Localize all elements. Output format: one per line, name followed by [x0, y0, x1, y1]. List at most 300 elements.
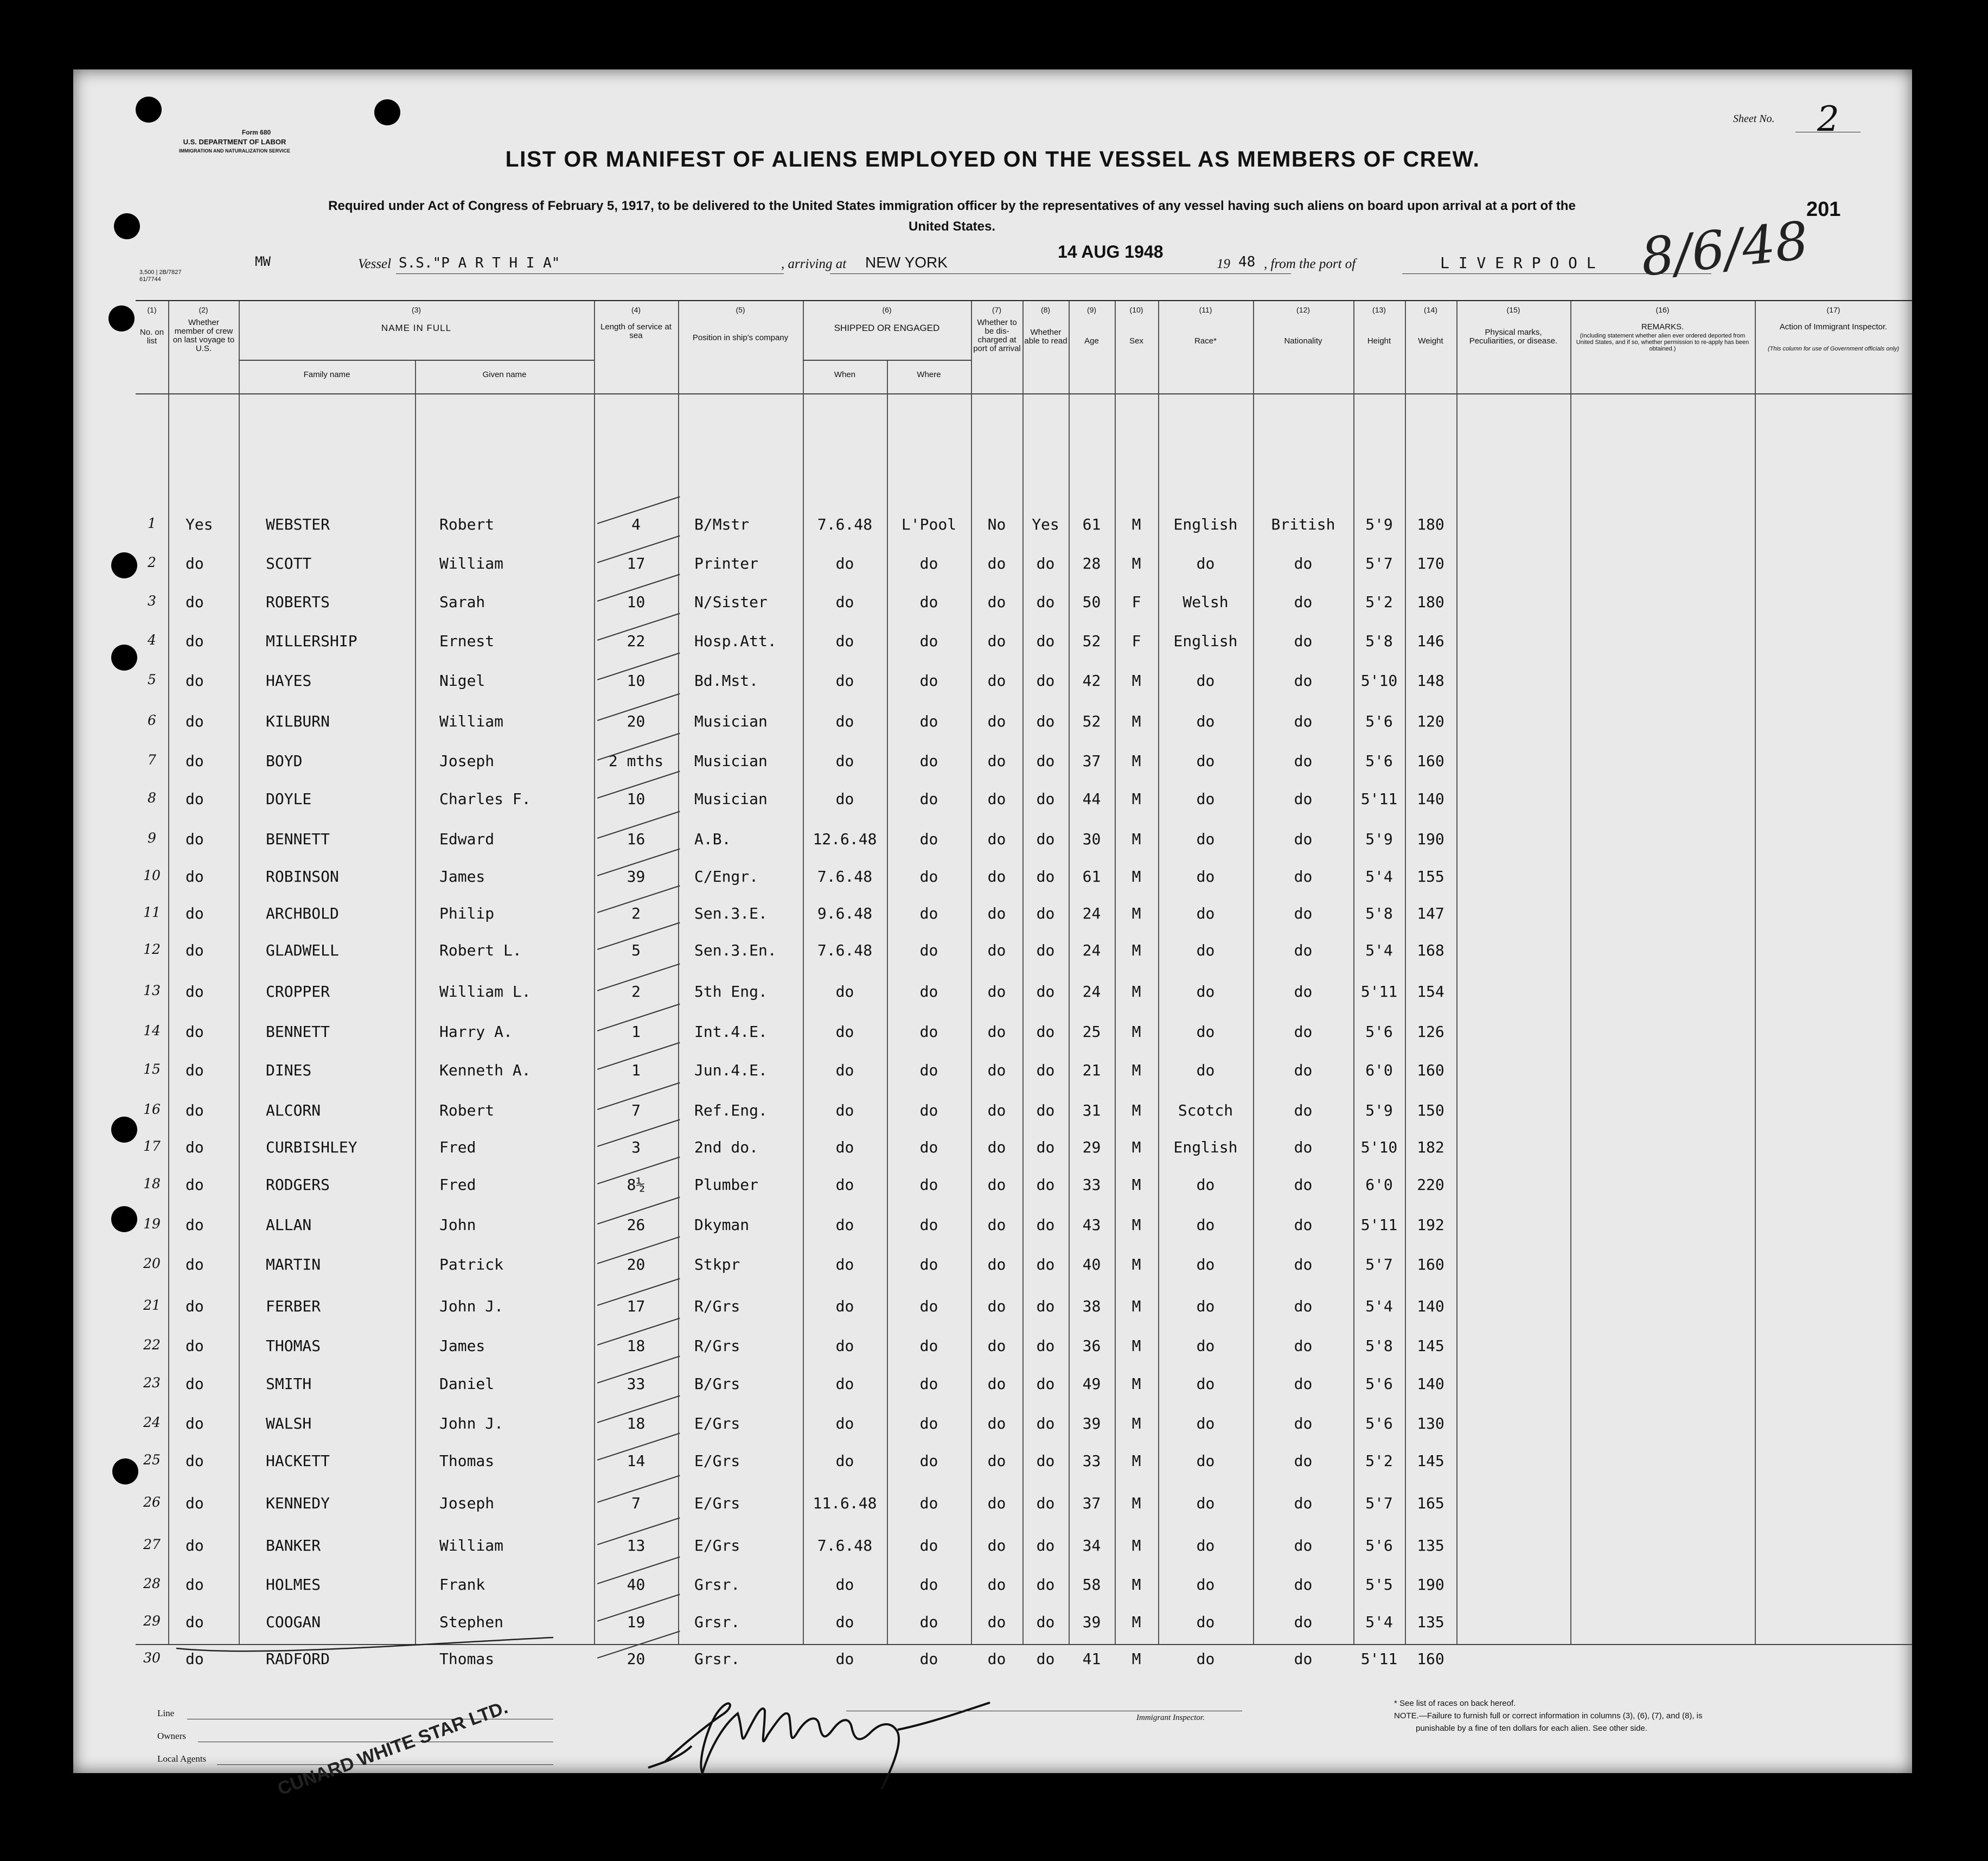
cell-position: Plumber — [694, 1176, 759, 1194]
cell-crew: do — [186, 1255, 204, 1273]
cell-weight: 155 — [1417, 868, 1444, 885]
from-underline — [1402, 273, 1711, 274]
cell-read: do — [1036, 790, 1055, 808]
col-num-17: (17) — [1826, 305, 1840, 314]
cell-crew: do — [186, 1537, 204, 1554]
cell-age: 37 — [1082, 1494, 1101, 1512]
cell-given: Charles F. — [439, 790, 531, 808]
cell-weight: 140 — [1417, 790, 1444, 808]
cell-read: do — [1036, 1061, 1055, 1079]
cell-nationality: do — [1294, 1176, 1313, 1194]
cell-weight: 182 — [1417, 1138, 1444, 1156]
cell-when: do — [835, 1613, 854, 1631]
col-header-action: Action of Immigrant Inspector. — [1779, 322, 1888, 332]
cell-discharged: do — [987, 1452, 1006, 1470]
cell-read: do — [1036, 672, 1055, 690]
cell-weight: 165 — [1417, 1494, 1444, 1512]
cell-position: 5th Eng. — [694, 983, 768, 1000]
cell-where: do — [919, 1255, 938, 1273]
cell-crew: do — [186, 941, 204, 959]
cell-nationality: do — [1294, 1414, 1313, 1432]
col-header-age: Age — [1084, 336, 1099, 346]
punch-hole — [136, 97, 162, 123]
cell-age: 38 — [1082, 1297, 1101, 1315]
cell-when: do — [835, 1216, 854, 1234]
table-row — [136, 672, 1912, 710]
cell-race: do — [1196, 904, 1215, 922]
cell-position: B/Grs — [694, 1375, 740, 1393]
cell-weight: 145 — [1417, 1452, 1444, 1470]
cell-weight: 120 — [1417, 712, 1444, 730]
cell-weight: 160 — [1417, 1061, 1444, 1079]
cell-family: ROBERTS — [266, 593, 330, 611]
cell-where: do — [919, 712, 938, 730]
cell-read: do — [1036, 1452, 1055, 1470]
cell-race: do — [1196, 830, 1215, 848]
cell-family: WEBSTER — [266, 515, 330, 533]
table-row — [136, 1537, 1912, 1575]
cell-service: 17 — [627, 1297, 645, 1315]
local-agents-label: Local Agents — [157, 1754, 207, 1764]
cell-read: do — [1036, 632, 1055, 650]
col-num-7: (7) — [992, 305, 1002, 314]
cell-where: do — [919, 904, 938, 922]
cell-when: do — [835, 1176, 854, 1194]
cell-family: WALSH — [266, 1414, 312, 1432]
cell-crew: do — [186, 1613, 204, 1631]
cell-weight: 160 — [1417, 1650, 1444, 1668]
cell-discharged: do — [987, 1576, 1006, 1594]
table-row — [136, 1337, 1912, 1375]
header-subline — [803, 360, 971, 361]
cell-family: GLADWELL — [266, 941, 339, 959]
cell-height: 5'8 — [1365, 904, 1393, 922]
cell-no: 20 — [143, 1255, 161, 1271]
cell-where: do — [919, 983, 938, 1000]
cell-family: ALLAN — [266, 1216, 312, 1234]
arriving-port: NEW YORK — [865, 254, 948, 271]
col-header-service: Length of service at sea — [600, 322, 672, 340]
cell-when: 7.6.48 — [817, 868, 873, 885]
cell-position: 2nd do. — [694, 1138, 759, 1156]
cell-weight: 192 — [1417, 1216, 1444, 1234]
cell-position: Grsr. — [694, 1576, 740, 1594]
cell-service: 16 — [627, 830, 645, 848]
cell-when: do — [835, 1297, 854, 1315]
cell-family: ALCORN — [266, 1101, 321, 1119]
table-row — [136, 830, 1912, 868]
cell-family: MARTIN — [266, 1255, 321, 1273]
cell-height: 5'6 — [1365, 1414, 1393, 1432]
cell-nationality: do — [1294, 790, 1313, 808]
cell-sex: M — [1132, 790, 1141, 808]
cell-nationality: do — [1294, 1650, 1313, 1668]
cell-crew: Yes — [186, 515, 213, 533]
cell-age: 28 — [1082, 555, 1101, 572]
cell-discharged: do — [987, 712, 1006, 730]
cell-where: do — [919, 555, 938, 572]
cell-race: do — [1196, 941, 1215, 959]
cell-family: SCOTT — [266, 555, 312, 572]
punch-hole — [111, 552, 137, 578]
cell-sex: M — [1132, 515, 1141, 533]
cell-no: 22 — [143, 1337, 161, 1353]
cell-no: 14 — [143, 1023, 161, 1038]
cell-weight: 220 — [1417, 1176, 1444, 1194]
cell-height: 5'2 — [1365, 1452, 1393, 1470]
cell-height: 5'6 — [1365, 1023, 1393, 1041]
col-num-6: (6) — [882, 305, 892, 314]
cell-crew: do — [186, 830, 204, 848]
cell-age: 24 — [1082, 941, 1101, 959]
cell-race: do — [1196, 790, 1215, 808]
cell-given: Robert — [439, 515, 495, 533]
cell-race: English — [1173, 515, 1238, 533]
cell-discharged: do — [987, 1255, 1006, 1273]
punch-hole — [111, 1117, 137, 1143]
punch-hole — [112, 1458, 138, 1484]
col-num-9: (9) — [1086, 305, 1097, 314]
cell-given: Robert — [439, 1101, 495, 1119]
cell-discharged: do — [987, 1297, 1006, 1315]
cell-when: 7.6.48 — [817, 941, 873, 959]
cell-race: do — [1196, 868, 1215, 885]
cell-where: do — [919, 1414, 938, 1432]
cell-where: do — [919, 1613, 938, 1631]
cell-when: do — [835, 593, 854, 611]
cell-when: do — [835, 1061, 854, 1079]
cell-read: do — [1036, 1414, 1055, 1432]
cell-race: do — [1196, 1613, 1215, 1631]
cell-age: 58 — [1082, 1576, 1101, 1594]
cell-weight: 145 — [1417, 1337, 1444, 1355]
col-num-10: (10) — [1129, 305, 1143, 314]
agents-underline — [217, 1764, 553, 1765]
cell-race: do — [1196, 1255, 1215, 1273]
cell-age: 61 — [1082, 868, 1101, 885]
cell-when: do — [835, 555, 854, 572]
cell-service: 18 — [627, 1414, 645, 1432]
cell-height: 5'6 — [1365, 752, 1393, 770]
cell-when: do — [835, 632, 854, 650]
col-header-given: Given name — [482, 370, 527, 379]
cell-where: do — [919, 632, 938, 650]
cell-race: English — [1173, 632, 1238, 650]
cell-age: 42 — [1082, 672, 1101, 690]
cell-nationality: do — [1294, 1375, 1313, 1393]
table-row — [136, 752, 1912, 790]
cell-no: 13 — [143, 983, 161, 998]
cell-nationality: do — [1294, 1138, 1313, 1156]
sheet-number-value: 2 — [1817, 99, 1839, 139]
cell-crew: do — [186, 1576, 204, 1594]
cell-where: do — [919, 868, 938, 885]
punch-hole — [374, 99, 400, 125]
table-row — [136, 593, 1912, 631]
cell-crew: do — [186, 672, 204, 690]
cell-height: 5'4 — [1365, 1297, 1393, 1315]
table-row — [136, 1452, 1912, 1490]
cell-discharged: do — [987, 1101, 1006, 1119]
cell-family: DOYLE — [266, 790, 312, 808]
cell-family: RODGERS — [266, 1176, 330, 1194]
cell-when: do — [835, 752, 854, 770]
cell-height: 5'9 — [1365, 1101, 1393, 1119]
table-row — [136, 904, 1912, 942]
cell-no: 5 — [148, 672, 156, 687]
cell-age: 30 — [1082, 830, 1101, 848]
cell-height: 5'7 — [1365, 1255, 1393, 1273]
cell-position: C/Engr. — [694, 868, 759, 885]
cell-nationality: do — [1294, 555, 1313, 572]
cell-position: R/Grs — [694, 1297, 740, 1315]
cell-discharged: do — [987, 1375, 1006, 1393]
col-header-crew: Whether member of crew on last voyage to U.S. — [172, 318, 235, 353]
col-header-race: Race* — [1194, 336, 1217, 346]
cell-where: do — [919, 1452, 938, 1470]
cell-age: 52 — [1082, 632, 1101, 650]
cell-age: 24 — [1082, 983, 1101, 1000]
cell-race: do — [1196, 1576, 1215, 1594]
page-title: LIST OR MANIFEST OF ALIENS EMPLOYED ON THE VESSEL AS MEMBERS OF CREW. — [505, 146, 1480, 171]
cell-where: do — [919, 1337, 938, 1355]
cell-crew: do — [186, 1375, 204, 1393]
cell-discharged: do — [987, 790, 1006, 808]
cell-sex: M — [1132, 1101, 1141, 1119]
cell-age: 43 — [1082, 1216, 1101, 1234]
col-num-5: (5) — [736, 305, 745, 314]
cell-position: Sen.3.E. — [694, 904, 768, 922]
cell-where: do — [919, 1494, 938, 1512]
cell-position: A.B. — [694, 830, 731, 848]
cell-crew: do — [186, 555, 204, 572]
from-port: L I V E R P O O L — [1440, 254, 1596, 272]
cell-service: 5 — [631, 941, 641, 959]
cell-crew: do — [186, 868, 204, 885]
col-header-name: NAME IN FULL — [381, 323, 452, 333]
table-row — [136, 941, 1912, 979]
cell-crew: do — [186, 593, 204, 611]
cell-no: 10 — [143, 868, 161, 883]
department: U.S. DEPARTMENT OF LABOR — [183, 138, 286, 146]
table-row — [136, 1061, 1912, 1099]
cell-crew: do — [186, 1023, 204, 1041]
cell-height: 5'9 — [1365, 515, 1393, 533]
cell-crew: do — [186, 904, 204, 922]
cell-height: 6'0 — [1365, 1176, 1393, 1194]
cell-read: do — [1036, 1375, 1055, 1393]
cell-given: Robert L. — [439, 941, 522, 959]
cell-where: do — [919, 1216, 938, 1234]
cell-discharged: do — [987, 1216, 1006, 1234]
cell-nationality: do — [1294, 632, 1313, 650]
cell-position: B/Mstr — [694, 515, 750, 533]
cell-weight: 140 — [1417, 1297, 1444, 1315]
cell-nationality: British — [1271, 515, 1335, 533]
cell-given: James — [439, 868, 485, 885]
cell-position: E/Grs — [694, 1452, 740, 1470]
cell-given: Joseph — [439, 752, 495, 770]
cell-read: do — [1036, 1255, 1055, 1273]
col-num-14: (14) — [1424, 305, 1437, 314]
cell-no: 18 — [143, 1176, 161, 1191]
col-header-discharged: Whether to be dis-charged at port of arrival — [973, 318, 1021, 353]
cell-when: do — [835, 712, 854, 730]
col-header-shipped: SHIPPED OR ENGAGED — [834, 323, 940, 333]
cell-nationality: do — [1294, 904, 1313, 922]
cell-service: 22 — [627, 632, 645, 650]
cell-crew: do — [186, 1061, 204, 1079]
cell-where: do — [919, 593, 938, 611]
cell-where: do — [919, 1138, 938, 1156]
cell-sex: M — [1132, 830, 1141, 848]
table-row — [136, 1576, 1912, 1614]
cell-position: Ref.Eng. — [694, 1101, 768, 1119]
cell-height: 5'11 — [1360, 983, 1398, 1000]
table-row — [136, 712, 1912, 750]
cell-family: ROBINSON — [266, 868, 339, 885]
cell-given: Joseph — [439, 1494, 495, 1512]
cell-sex: M — [1132, 1613, 1141, 1631]
cell-sex: M — [1132, 555, 1141, 572]
cell-sex: M — [1132, 1375, 1141, 1393]
punch-hole — [108, 305, 135, 332]
cell-height: 5'4 — [1365, 941, 1393, 959]
cell-read: do — [1036, 1138, 1055, 1156]
cell-race: English — [1173, 1138, 1238, 1156]
cell-given: Frank — [439, 1576, 485, 1594]
owners-label: Owners — [157, 1731, 186, 1741]
cell-height: 5'4 — [1365, 1613, 1393, 1631]
sheet-number-label: Sheet No. — [1733, 113, 1775, 125]
cell-sex: M — [1132, 983, 1141, 1000]
cell-age: 41 — [1082, 1650, 1101, 1668]
cell-when: do — [835, 1255, 854, 1273]
cell-age: 33 — [1082, 1176, 1101, 1194]
cell-weight: 150 — [1417, 1101, 1444, 1119]
cell-height: 5'9 — [1365, 830, 1393, 848]
cell-sex: M — [1132, 1297, 1141, 1315]
cell-when: do — [835, 1023, 854, 1041]
cell-crew: do — [186, 1216, 204, 1234]
cell-position: R/Grs — [694, 1337, 740, 1355]
cell-read: do — [1036, 1613, 1055, 1631]
cell-height: 5'11 — [1360, 1650, 1398, 1668]
cell-weight: 180 — [1417, 593, 1444, 611]
cell-nationality: do — [1294, 983, 1313, 1000]
col-num-12: (12) — [1296, 305, 1310, 314]
cell-no: 9 — [148, 830, 156, 846]
cell-age: 31 — [1082, 1101, 1101, 1119]
cell-nationality: do — [1294, 593, 1313, 611]
cell-sex: M — [1132, 672, 1141, 690]
cell-given: William — [439, 555, 504, 572]
table-row — [136, 1138, 1912, 1176]
cell-read: do — [1036, 1494, 1055, 1512]
cell-nationality: do — [1294, 1297, 1313, 1315]
cell-nationality: do — [1294, 1537, 1313, 1554]
cell-nationality: do — [1294, 1452, 1313, 1470]
cell-service: 20 — [627, 712, 645, 730]
cell-weight: 126 — [1417, 1023, 1444, 1041]
cell-read: do — [1036, 712, 1055, 730]
cell-no: 6 — [148, 712, 156, 728]
cell-family: HOLMES — [266, 1576, 321, 1594]
cell-age: 44 — [1082, 790, 1101, 808]
cell-race: do — [1196, 1414, 1215, 1432]
cell-given: Ernest — [439, 632, 495, 650]
cell-where: do — [919, 1061, 938, 1079]
cell-crew: do — [186, 632, 204, 650]
cell-height: 5'7 — [1365, 555, 1393, 572]
cell-where: do — [919, 1297, 938, 1315]
cell-height: 5'6 — [1365, 1537, 1393, 1554]
cell-race: do — [1196, 1452, 1215, 1470]
col-header-read: Whether able to read — [1024, 328, 1067, 346]
cell-service: 1 — [631, 1023, 641, 1041]
cell-sex: M — [1132, 1650, 1141, 1668]
cell-weight: 148 — [1417, 672, 1444, 690]
cell-sex: M — [1132, 1337, 1141, 1355]
cell-race: do — [1196, 1176, 1215, 1194]
cell-nationality: do — [1294, 1023, 1313, 1041]
col-num-13: (13) — [1372, 305, 1386, 314]
cell-weight: 160 — [1417, 752, 1444, 770]
cell-race: Scotch — [1178, 1101, 1233, 1119]
cell-no: 29 — [143, 1613, 161, 1629]
cell-family: CURBISHLEY — [266, 1138, 357, 1156]
cell-read: do — [1036, 1337, 1055, 1355]
cell-weight: 130 — [1417, 1414, 1444, 1432]
cell-nationality: do — [1294, 868, 1313, 885]
cell-given: Philip — [439, 904, 495, 922]
cell-service: 26 — [627, 1216, 645, 1234]
header-subline — [239, 360, 594, 361]
cell-read: do — [1036, 1537, 1055, 1554]
footnote — [1394, 1697, 1703, 1735]
table-row — [136, 1101, 1912, 1139]
cell-position: Jun.4.E. — [694, 1061, 768, 1079]
cell-where: L'Pool — [901, 515, 957, 533]
col-num-3: (3) — [411, 305, 421, 314]
cell-sex: M — [1132, 712, 1141, 730]
cell-family: MILLERSHIP — [266, 632, 357, 650]
cell-nationality: do — [1294, 941, 1313, 959]
cell-height: 5'6 — [1365, 1375, 1393, 1393]
table-row — [136, 1176, 1912, 1214]
cell-age: 25 — [1082, 1023, 1101, 1041]
cell-age: 33 — [1082, 1452, 1101, 1470]
cell-when: do — [835, 1452, 854, 1470]
manifest-sheet — [73, 69, 1912, 1800]
cell-given: Nigel — [439, 672, 485, 690]
cell-given: Fred — [439, 1176, 476, 1194]
cell-crew: do — [186, 1101, 204, 1119]
cell-given: Patrick — [439, 1255, 504, 1273]
form-number: Form 680 — [241, 129, 271, 136]
cell-no: 7 — [148, 752, 156, 768]
cell-when: do — [835, 1576, 854, 1594]
cell-discharged: do — [987, 904, 1006, 922]
cell-position: Printer — [694, 555, 759, 572]
cell-given: Thomas — [439, 1650, 495, 1668]
cell-no: 30 — [143, 1650, 161, 1666]
cell-sex: M — [1132, 1576, 1141, 1594]
cell-sex: M — [1132, 941, 1141, 959]
table-row — [136, 790, 1912, 828]
cell-crew: do — [186, 790, 204, 808]
cell-crew: do — [186, 1414, 204, 1432]
